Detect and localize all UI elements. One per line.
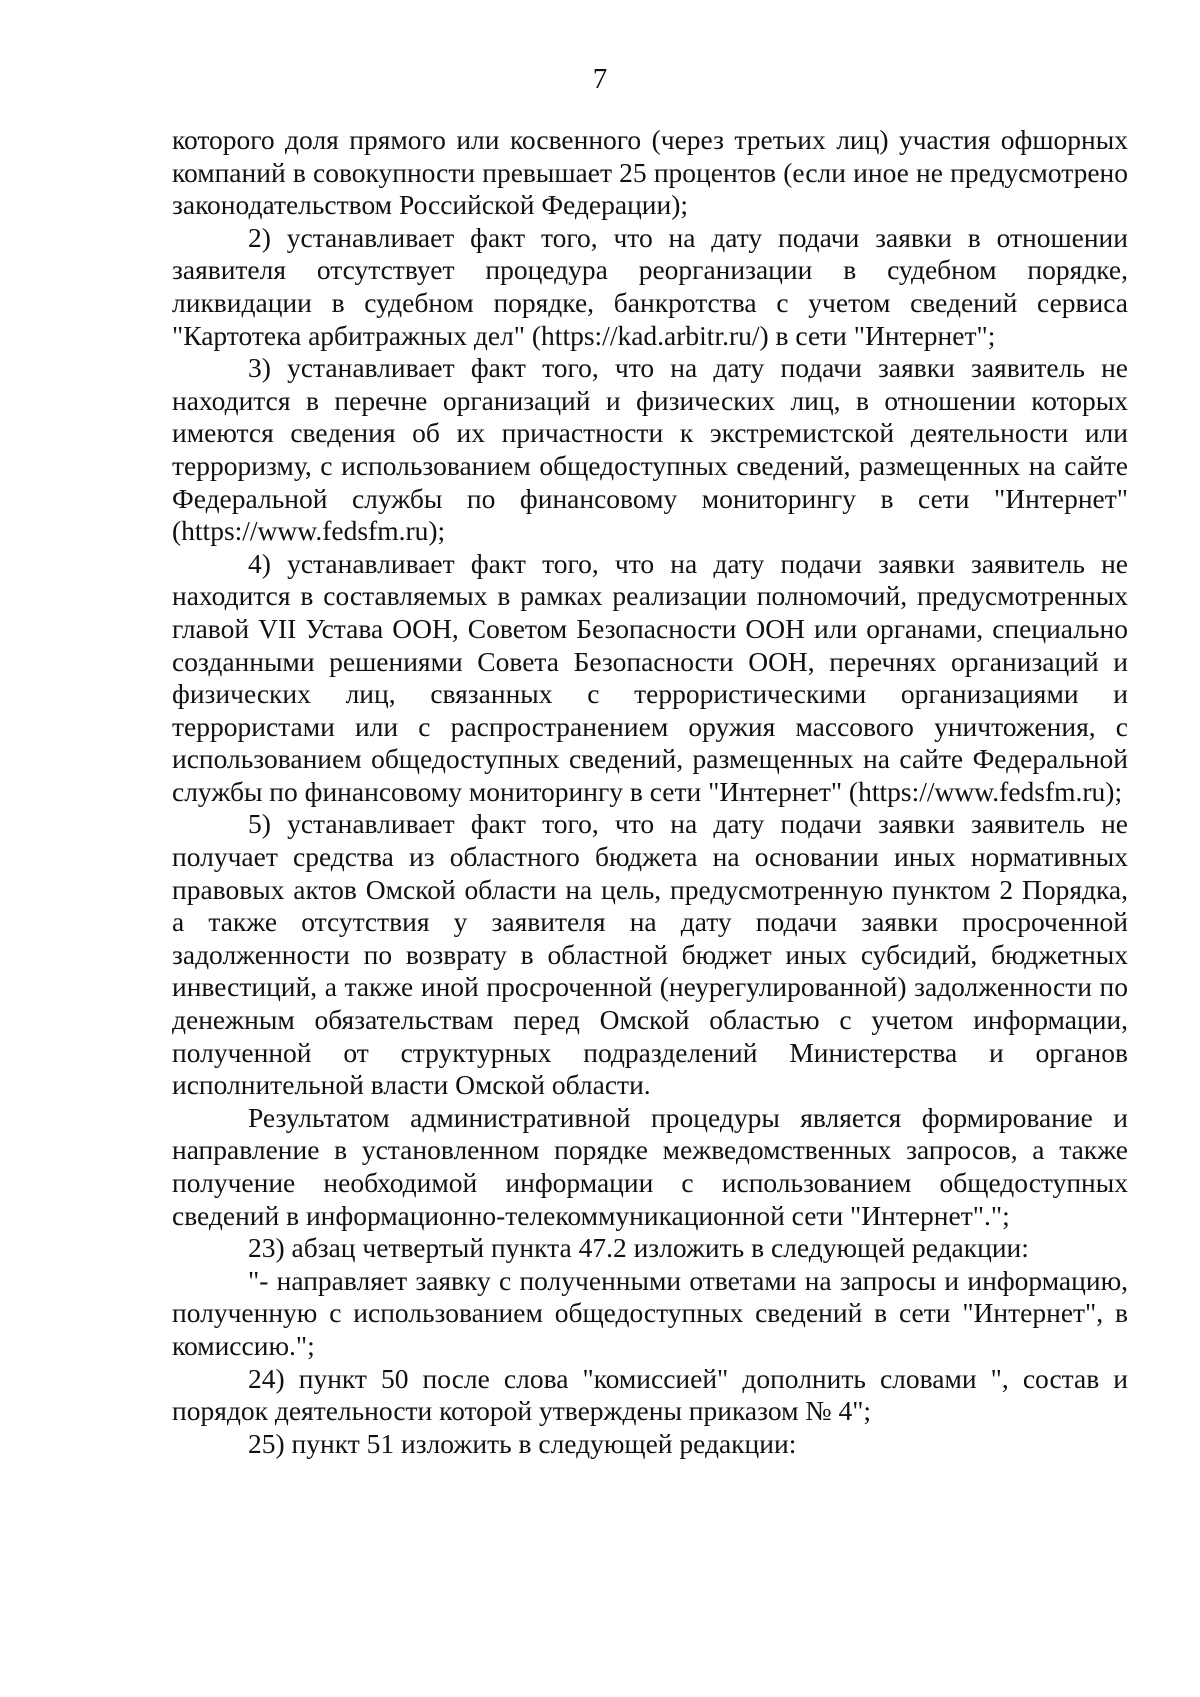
paragraph-item-4: 4) устанавливает факт того, что на дату подачи заявки заявитель не находится в составляемых в рамках реализации полномочий, предусмотренных главой VII Устава ООН, Советом Безопасности ООН или органами, специально созданными решениями Совета Безопасности ООН, перечнях организаций и физических лиц, связанных с террористическими организациями и террористами или с распространением оружия массового уничтожения, с использованием общедоступных сведений, размещенных на сайте Федеральной службы по финансовому мониторингу в сети "Интернет" (https://www.fedsfm.ru);: [172, 547, 1128, 807]
paragraph-item-2: 2) устанавливает факт того, что на дату подачи заявки в отношении заявителя отсутствует процедура реорганизации в судебном порядке, ликвидации в судебном порядке, банкротства с учетом сведений сервиса "Картотека арбитражных дел" (https://kad.arbitr.ru/) в сети "Интернет";: [172, 221, 1128, 351]
paragraph-quote-23: "- направляет заявку с полученными ответами на запросы и информацию, полученную с использованием общедоступных сведений в сети "Интернет", в комиссию.";: [172, 1264, 1128, 1361]
paragraph-item-3: 3) устанавливает факт того, что на дату подачи заявки заявитель не находится в перечне организаций и физических лиц, в отношении которых имеются сведения об их причастности к экстремистской деятельности или терроризму, с использованием общедоступных сведений, размещенных на сайте Федеральной службы по финансовому мониторингу в сети "Интернет" (https://www.fedsfm.ru);: [172, 352, 1128, 547]
document-body: [172, 124, 1128, 1460]
paragraph-item-5: 5) устанавливает факт того, что на дату подачи заявки заявитель не получает средства из областного бюджета на основании иных нормативных правовых актов Омской области на цель, предусмотренную пунктом 2 Порядка, а также отсутствия у заявителя на дату подачи заявки просроченной задолженности по возврату в областной бюджет иных субсидий, бюджетных инвестиций, а также иной просроченной (неурегулированной) задолженности по денежным обязательствам перед Омской областью с учетом информации, полученной от структурных подразделений Министерства и органов исполнительной власти Омской области.: [172, 808, 1128, 1101]
paragraph-amendment-25: 25) пункт 51 изложить в следующей редакции:: [248, 1427, 797, 1459]
paragraph-result: Результатом административной процедуры является формирование и направление в установленном порядке межведомственных запросов, а также получение необходимой информации с использованием общедоступных сведений в информационно-телекоммуникационной сети "Интернет".";: [172, 1101, 1128, 1231]
paragraph-continuation: которого доля прямого или косвенного (через третьих лиц) участия офшорных компаний в совокупности превышает 25 процентов (если иное не предусмотрено законодательством Российской Федерации);: [172, 124, 1128, 221]
paragraph-amendment-23: 23) абзац четвертый пункта 47.2 изложить в следующей редакции:: [248, 1232, 1029, 1264]
paragraph-amendment-24: 24) пункт 50 после слова "комиссией" дополнить словами ", состав и порядок деятельности которой утверждены приказом № 4";: [172, 1362, 1128, 1427]
page-number: 7: [592, 63, 608, 95]
